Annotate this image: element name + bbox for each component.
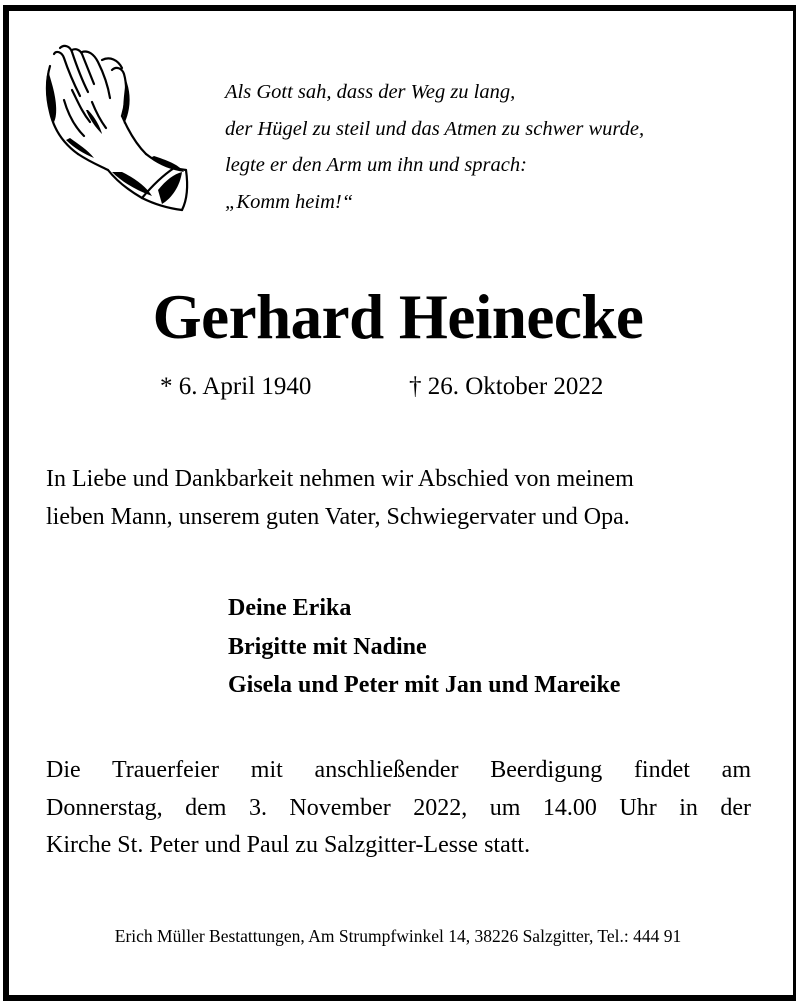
family-line: Brigitte mit Nadine <box>228 633 427 660</box>
service-line: Donnerstag, dem 3. November 2022, um 14.00 Uhr in der <box>46 794 751 821</box>
poem-line: „Komm heim!“ <box>225 190 354 213</box>
praying-hands-icon <box>42 40 192 215</box>
death-date: † 26. Oktober 2022 <box>409 373 604 400</box>
funeral-home-footer: Erich Müller Bestattungen, Am Strumpfwinkel 14, 38226 Salzgitter, Tel.: 444 91 <box>114 926 682 946</box>
poem-line: Als Gott sah, dass der Weg zu lang, <box>225 81 516 103</box>
family-signatures <box>228 589 620 705</box>
family-line: Deine Erika <box>228 595 352 621</box>
poem <box>225 74 644 220</box>
birth-date: * 6. April 1940 <box>160 373 312 400</box>
service-line: Die Trauerfeier mit anschließender Beerdigung findet am <box>46 757 751 783</box>
family-line: Gisela und Peter mit Jan und Mareike <box>228 672 621 698</box>
poem-line: der Hügel zu steil und das Atmen zu schwer wurde, <box>225 117 645 140</box>
farewell-text <box>46 461 751 536</box>
service-line: Kirche St. Peter und Paul zu Salzgitter-Lesse statt. <box>46 832 531 858</box>
farewell-line: In Liebe und Dankbarkeit nehmen wir Abschied von meinem <box>46 466 634 492</box>
poem-line: legte er den Arm um ihn und sprach: <box>225 154 527 176</box>
deceased-name: Gerhard Heinecke <box>152 282 644 352</box>
service-announcement <box>46 752 751 865</box>
farewell-line: lieben Mann, unserem guten Vater, Schwiegervater und Opa. <box>46 503 630 530</box>
